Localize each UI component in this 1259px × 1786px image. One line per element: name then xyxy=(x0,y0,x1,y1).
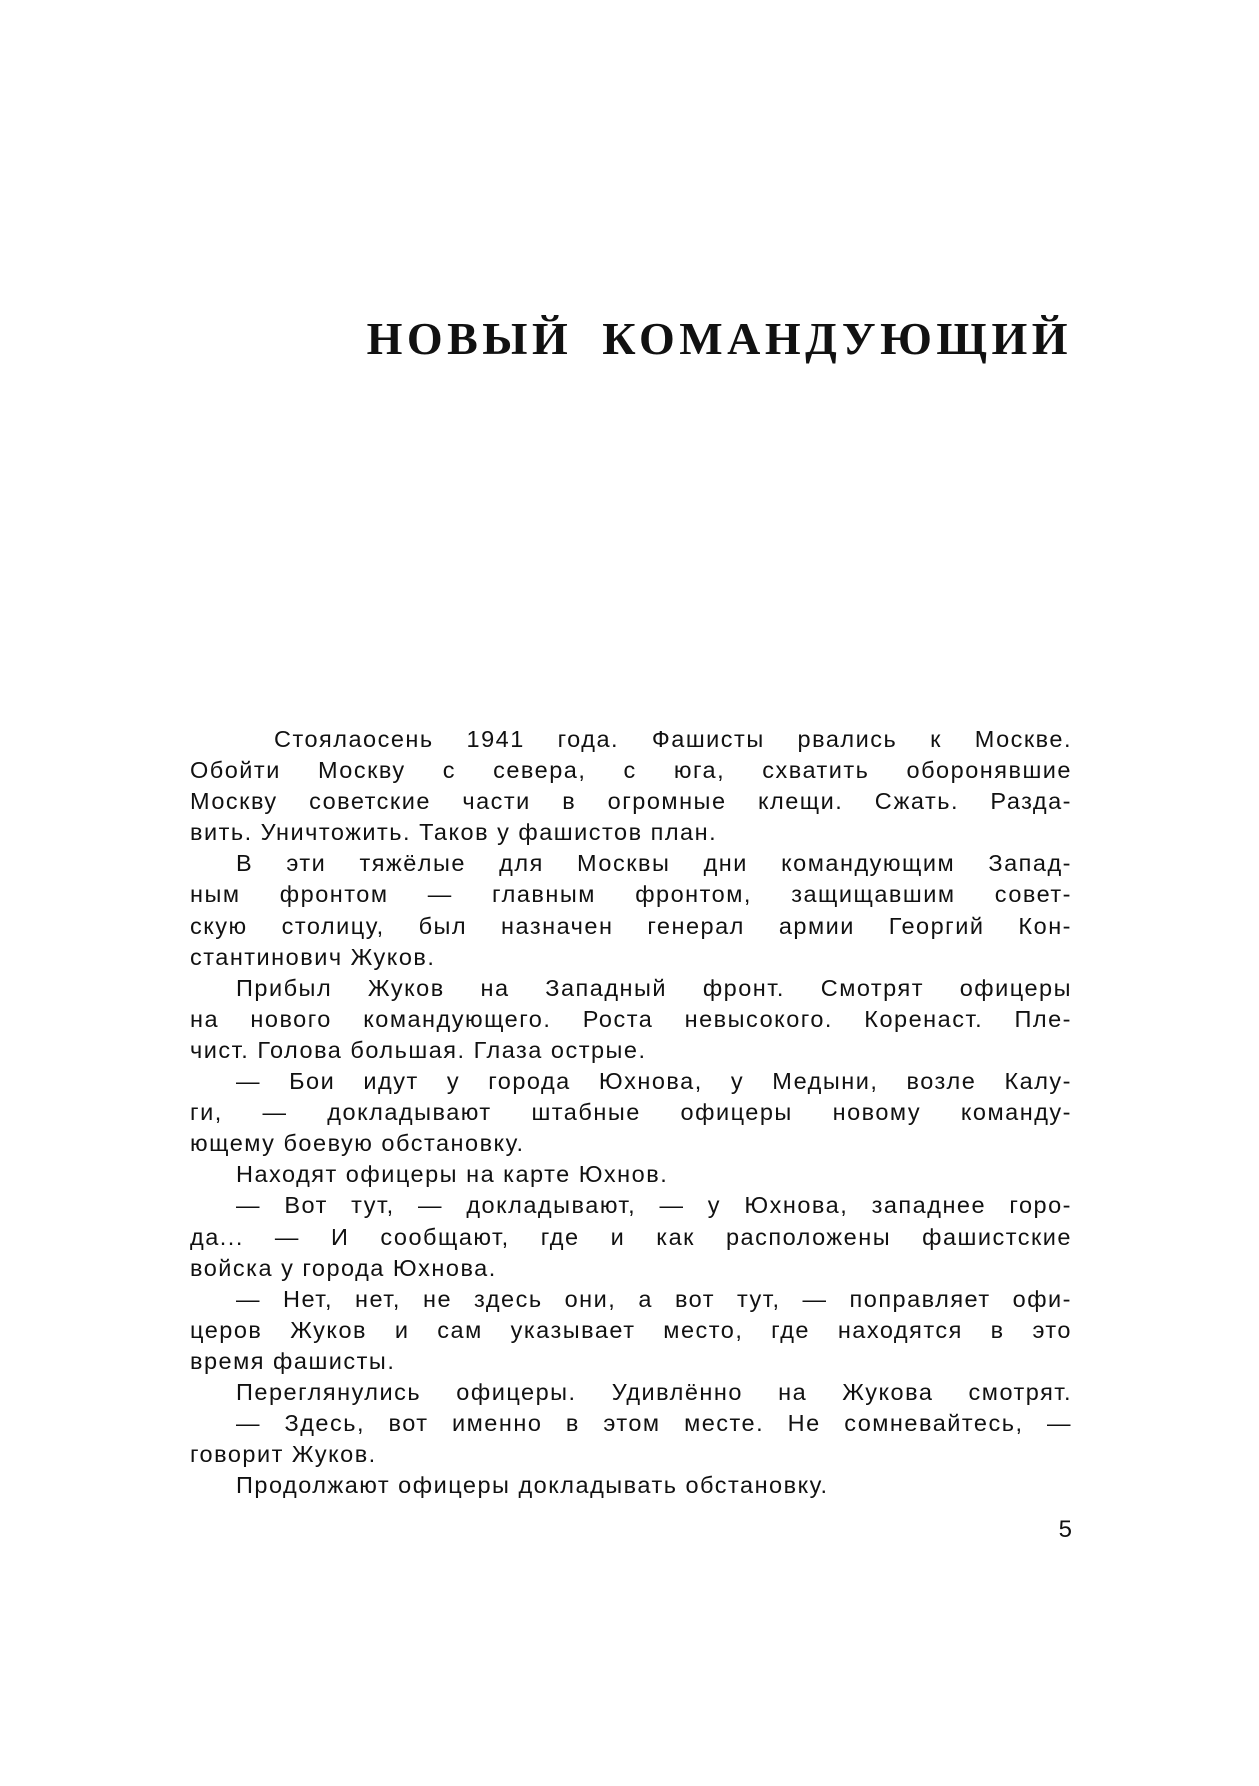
text-line: стантинович Жуков. xyxy=(190,943,436,970)
text-line: говорит Жуков. xyxy=(190,1441,377,1468)
chapter-title: НОВЫЙ КОМАНДУЮЩИЙ xyxy=(366,313,1072,364)
text-line: Прибыл Жуков на Западный фронт. Смотрят офицеры xyxy=(236,974,1072,1001)
body-text xyxy=(190,724,1072,1501)
text-line: да... — И сообщают, где и как расположены фашистские xyxy=(190,1223,1072,1250)
text-line: Продолжают офицеры докладывать обстановку. xyxy=(236,1472,829,1499)
text-line: — Нет, нет, не здесь они, а вот тут, — поправляет офи- xyxy=(236,1285,1072,1312)
text-line: Переглянулись офицеры. Удивлённо на Жукова смотрят. xyxy=(236,1378,1072,1405)
text-line: войска у города Юхнова. xyxy=(190,1254,497,1281)
text-line: — Бои идут у города Юхнова, у Медыни, возле Калу- xyxy=(236,1068,1072,1095)
text-line: скую столицу, был назначен генерал армии Георгий Кон- xyxy=(190,912,1072,939)
page-number: 5 xyxy=(1058,1516,1072,1543)
text-line: Обойти Москву с севера, с юга, схватить оборонявшие xyxy=(190,757,1072,784)
text-line: Москву советские части в огромные клещи. Сжать. Разда- xyxy=(190,788,1072,815)
text-line: — Здесь, вот именно в этом месте. Не сомневайтесь, — xyxy=(236,1410,1072,1437)
text-line: Находят офицеры на карте Юхнов. xyxy=(236,1161,669,1188)
text-line: — Вот тут, — докладывают, — у Юхнова, западнее горо- xyxy=(236,1192,1072,1219)
text-line: Стоялаосень 1941 года. Фашисты рвались к Москве. xyxy=(274,726,1072,752)
text-line: ющему боевую обстановку. xyxy=(190,1130,525,1157)
text-line: на нового командующего. Роста невысокого. Коренаст. Пле- xyxy=(190,1005,1072,1032)
text-line: В эти тяжёлые для Москвы дни командующим Запад- xyxy=(236,850,1072,877)
text-line: чист. Голова большая. Глаза острые. xyxy=(190,1036,647,1063)
text-line: вить. Уничтожить. Таков у фашистов план. xyxy=(190,819,718,846)
text-line: ги, — докладывают штабные офицеры новому команду- xyxy=(190,1099,1072,1126)
text-line: церов Жуков и сам указывает место, где находятся в это xyxy=(190,1316,1072,1343)
text-line: время фашисты. xyxy=(190,1347,396,1374)
text-line: ным фронтом — главным фронтом, защищавшим совет- xyxy=(190,881,1072,908)
